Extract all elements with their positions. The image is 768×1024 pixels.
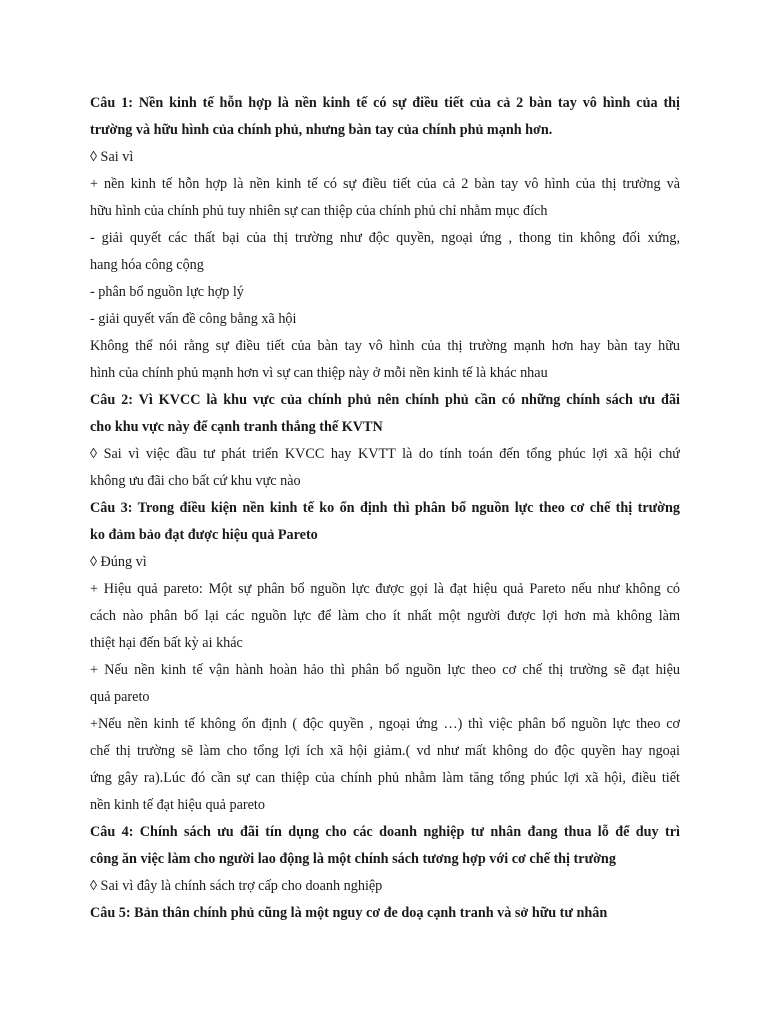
answer-line: hữu hình của chính phủ tuy nhiên sự can thiệp của chính phủ chỉ nhằm mục đích bbox=[90, 203, 548, 219]
answer-line: chế thị trường sẽ làm cho tổng lợi ích xã hội giảm.( vd như mất không do độc quyền hay ngoại bbox=[90, 743, 680, 759]
answer-line: +Nếu nền kinh tế không ổn định ( độc quyền , ngoại ứng …) thì việc phân bổ nguồn lực theo cơ bbox=[90, 716, 680, 732]
answer-line: không ưu đãi cho bất cứ khu vực nào bbox=[90, 473, 301, 489]
answer-line: thiệt hại đến bất kỳ ai khác bbox=[90, 635, 243, 651]
answer-line: hang hóa công cộng bbox=[90, 257, 204, 273]
answer-line: - giải quyết vấn đề công bằng xã hội bbox=[90, 311, 297, 327]
question-line: Câu 3: Trong điều kiện nền kinh tế ko ổn định thì phân bổ nguồn lực theo cơ chế thị trường bbox=[90, 500, 680, 516]
answer-line: cách nào phân bổ lại các nguồn lực để làm cho ít nhất một người được lợi hơn mà không làm bbox=[90, 608, 680, 624]
answer-line: ◊ Sai vì bbox=[90, 149, 134, 165]
question-line: công ăn việc làm cho người lao động là một chính sách tương hợp với cơ chế thị trường bbox=[90, 851, 616, 867]
answer-line: + nền kinh tế hỗn hợp là nền kinh tế có sự điều tiết của cả 2 bàn tay vô hình của thị trường và bbox=[90, 176, 680, 192]
document-page bbox=[90, 90, 680, 927]
answer-line: ◊ Đúng vì bbox=[90, 554, 147, 570]
question-line: Câu 1: Nền kinh tế hỗn hợp là nền kinh tế có sự điều tiết của cả 2 bàn tay vô hình của thị bbox=[90, 95, 680, 111]
answer-line: ◊ Sai vì đây là chính sách trợ cấp cho doanh nghiệp bbox=[90, 878, 383, 894]
answer-line: Không thể nói rằng sự điều tiết của bàn tay vô hình của thị trường mạnh hơn hay bàn tay hữu bbox=[90, 338, 680, 354]
answer-line: quả pareto bbox=[90, 689, 150, 705]
answer-line: ◊ Sai vì việc đầu tư phát triển KVCC hay KVTT là do tính toán đến tổng phúc lợi xã hội chứ bbox=[90, 446, 680, 462]
answer-line: - giải quyết các thất bại của thị trường như độc quyền, ngoại ứng , thong tin không đối xứng, bbox=[90, 230, 680, 246]
question-line: Câu 2: Vì KVCC là khu vực của chính phủ nên chính phủ cần có những chính sách ưu đãi bbox=[90, 392, 680, 408]
answer-line: hình của chính phủ mạnh hơn vì sự can thiệp này ở mỗi nền kinh tế là khác nhau bbox=[90, 365, 548, 381]
answer-line: nền kinh tế đạt hiệu quả pareto bbox=[90, 797, 265, 813]
question-line: Câu 4: Chính sách ưu đãi tín dụng cho các doanh nghiệp tư nhân đang thua lỗ để duy trì bbox=[90, 824, 680, 840]
answer-line: + Nếu nền kinh tế vận hành hoàn hảo thì phân bổ nguồn lực theo cơ chế thị trường sẽ đạt hiệu bbox=[90, 662, 680, 678]
answer-line: + Hiệu quả pareto: Một sự phân bổ nguồn lực được gọi là đạt hiệu quả Pareto nếu như không có bbox=[90, 581, 680, 597]
question-line: ko đảm bảo đạt được hiệu quả Pareto bbox=[90, 527, 318, 543]
answer-line: ứng gây ra).Lúc đó cần sự can thiệp của chính phủ nhằm làm tăng tổng phúc lợi xã hội, điều tiết bbox=[90, 770, 680, 786]
answer-line: - phân bổ nguồn lực hợp lý bbox=[90, 284, 244, 300]
question-line: trường và hữu hình của chính phủ, nhưng bàn tay của chính phủ mạnh hơn. bbox=[90, 122, 553, 138]
question-line: Câu 5: Bản thân chính phủ cũng là một nguy cơ đe doạ cạnh tranh và sở hữu tư nhân bbox=[90, 905, 608, 921]
question-line: cho khu vực này để cạnh tranh thắng thế KVTN bbox=[90, 419, 383, 435]
